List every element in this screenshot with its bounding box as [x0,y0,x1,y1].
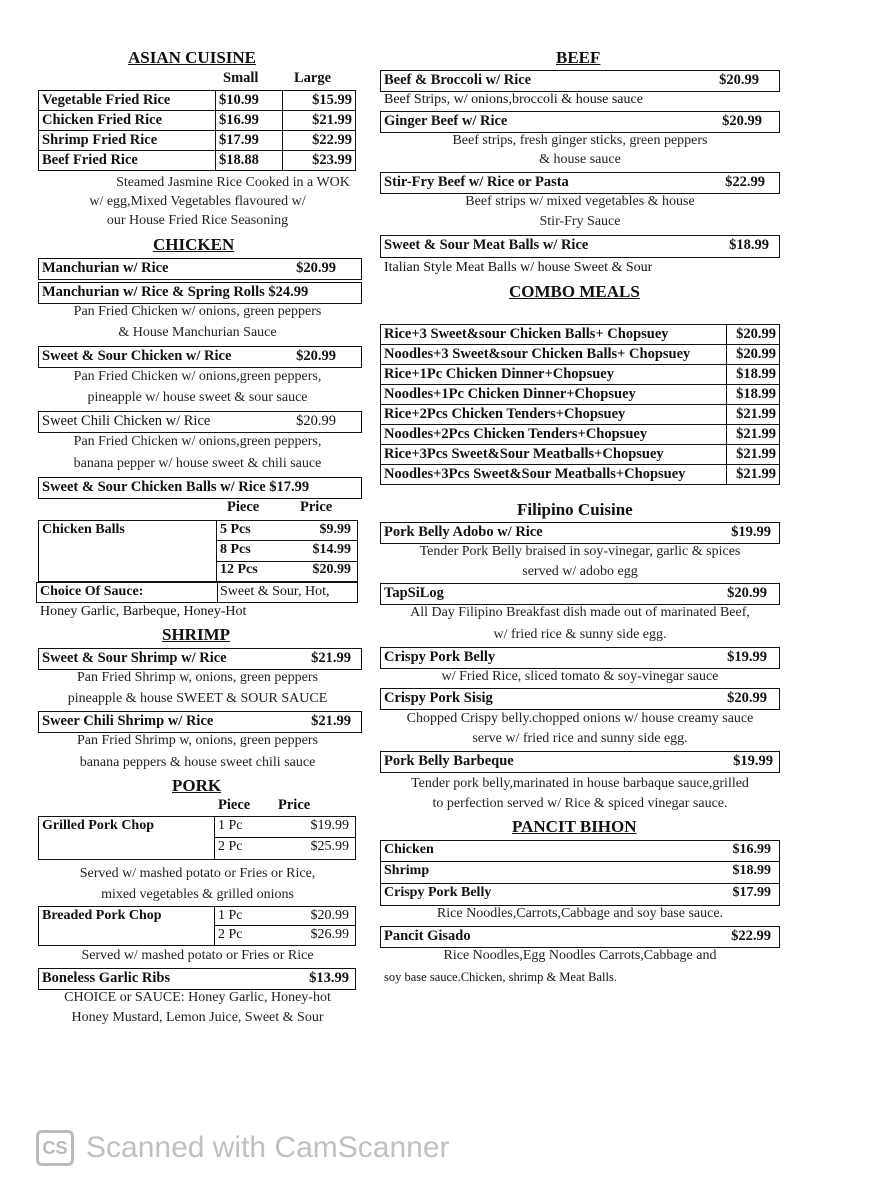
asian-desc-1: Steamed Jasmine Rice Cooked in a WOK [116,175,350,190]
item-name: Manchurian w/ Rice & Spring Rolls $24.99 [42,284,309,300]
chicken-balls-rice-item [38,477,362,499]
chicken-balls-col-price: Price [300,499,333,515]
item-name: Pork Belly Barbeque [384,753,514,769]
table-row [381,465,780,485]
combo-price: $18.99 [727,365,780,385]
large-price: $21.99 [283,111,356,131]
table-row [214,838,356,860]
breaded-pork-chop-cell [38,906,214,946]
pancit-bihon-heading: PANCIT BIHON [512,817,637,836]
table-row [39,151,356,171]
price: $25.99 [310,839,349,854]
item-name: Pancit Gisado [384,928,471,944]
item-name: Breaded Pork Chop [42,908,162,923]
item-price: $20.99 [722,113,762,129]
grilled-pork-chop-cell [38,816,214,860]
combo-price: $18.99 [727,385,780,405]
pork-belly-adobo-item [380,522,780,544]
price: $14.99 [312,542,351,557]
price: $20.99 [310,908,349,923]
table-row [381,385,780,405]
item-name: Crispy Pork Sisig [384,690,493,706]
item-name: Manchurian w/ Rice [42,260,169,276]
camscanner-logo-icon: CS [36,1130,74,1166]
item-name: Pork Belly Adobo w/ Rice [384,524,543,540]
item-name: Sweet Chili Chicken w/ Rice [42,413,211,429]
asian-fried-rice-table [38,90,356,171]
combo-price: $21.99 [727,445,780,465]
piece: 8 Pcs [220,542,251,557]
grilled-desc-1: Served w/ mashed potato or Fries or Rice, [79,866,316,881]
item-price: $19.99 [733,753,773,769]
camscanner-watermark [36,1128,450,1168]
item-name: Stir-Fry Beef w/ Rice or Pasta [384,174,569,190]
item-price: $19.99 [731,524,771,540]
table-row [380,840,780,862]
item-name: Boneless Garlic Ribs [42,970,171,986]
ribs-desc-1: CHOICE or SAUCE: Honey Garlic, Honey-hot [64,990,331,1005]
combo-price: $21.99 [727,405,780,425]
item-price: $22.99 [731,928,771,944]
small-price: $10.99 [216,91,283,111]
item-price: $18.99 [729,237,769,253]
item-name: Sweer Chili Shrimp w/ Rice [42,713,214,729]
item-name: Ginger Beef w/ Rice [384,113,508,129]
sweet-chili-chicken-desc-2: banana pepper w/ house sweet & chili sauce [73,456,322,471]
chili-shrimp-desc-2: banana peppers & house sweet chili sauce [79,755,316,770]
ginger-beef-desc-1: Beef strips, fresh ginger sticks, green peppers [452,133,708,148]
ginger-beef-desc-2: & house sauce [539,152,621,167]
ribs-desc-2: Honey Mustard, Lemon Juice, Sweet & Sour [71,1010,324,1025]
gisado-desc-2: soy base sauce.Chicken, shrimp & Meat Balls. [384,970,617,984]
beef-broccoli-desc: Beef Strips, w/ onions,broccoli & house sauce [384,92,643,107]
item-name: Sweet & Sour Shrimp w/ Rice [42,650,227,666]
piece: 1 Pc [218,818,243,833]
asian-col-small: Small [223,70,259,86]
combo-price: $21.99 [727,425,780,445]
large-price: $22.99 [283,131,356,151]
combo-name: Noodles+3 Sweet&sour Chicken Balls+ Chopsuey [381,345,727,365]
table-row [39,111,356,131]
table-row [214,906,356,926]
piece: 12 Pcs [220,562,258,577]
asian-desc-2: w/ egg,Mixed Vegetables flavoured w/ [89,194,306,209]
pork-col-price: Price [278,797,311,813]
pork-belly-barbeque-item [380,751,780,773]
sweet-sour-chicken-desc-2: pineapple w/ house sweet & sour sauce [87,390,308,405]
item-price: $13.99 [309,970,349,986]
table-row [216,541,358,562]
piece: 1 Pc [218,908,243,923]
stir-fry-desc-1: Beef strips w/ mixed vegetables & house [465,194,695,209]
combo-name: Noodles+2Pcs Chicken Tenders+Chopsuey [381,425,727,445]
piece: 2 Pc [218,839,243,854]
table-row [380,884,780,906]
combo-meals-table [380,324,780,485]
sisig-desc-2: serve w/ fried rice and sunny side egg. [472,731,688,746]
sauce-list-1: Sweet & Sour, Hot, [220,584,330,599]
chicken-balls-col-piece: Piece [227,499,260,515]
item-price: $20.99 [727,690,767,706]
small-price: $18.88 [216,151,283,171]
gisado-desc-1: Rice Noodles,Egg Noodles Carrots,Cabbage and [443,948,717,963]
item-name: Beef & Broccoli w/ Rice [384,72,532,88]
table-row [214,926,356,946]
manchurian-item [38,258,362,280]
table-row [380,862,780,884]
sweet-sour-shrimp-item [38,648,362,670]
adobo-desc-2: served w/ adobo egg [522,564,638,579]
manchurian-spring-rolls-item [38,282,362,304]
combo-name: Noodles+3Pcs Sweet&Sour Meatballs+Chopsuey [381,465,727,485]
item-name: Vegetable Fried Rice [39,91,216,111]
combo-name: Noodles+1Pc Chicken Dinner+Chopsuey [381,385,727,405]
piece: 2 Pc [218,927,243,942]
asian-desc-3: our House Fried Rice Seasoning [106,213,289,228]
small-price: $16.99 [216,111,283,131]
item-name: Chicken Fried Rice [39,111,216,131]
bbq-desc-2: to perfection served w/ Rice & spiced vinegar sauce. [432,796,728,811]
item-price: $20.99 [719,72,759,88]
price: $9.99 [319,522,351,537]
item-name: Chicken [384,842,434,857]
chicken-heading: CHICKEN [153,235,235,254]
camscanner-text: Scanned with CamScanner [86,1131,450,1164]
item-name: Grilled Pork Chop [42,818,155,833]
tapsilog-item [380,583,780,605]
sisig-desc-1: Chopped Crispy belly.chopped onions w/ house creamy sauce [406,711,754,726]
item-name: Shrimp Fried Rice [39,131,216,151]
asian-col-large: Large [294,70,332,86]
table-row [214,816,356,838]
sauce-list-2: Honey Garlic, Barbeque, Honey-Hot [40,604,247,619]
sweet-sour-shrimp-desc-2: pineapple & house SWEET & SOUR SAUCE [67,691,328,706]
item-name: Shrimp [384,863,430,878]
item-price: $19.99 [727,649,767,665]
item-price: $21.99 [311,650,351,666]
sauce-list-cell [218,582,358,603]
sauce-label: Choice Of Sauce: [40,584,144,599]
meat-balls-desc: Italian Style Meat Balls w/ house Sweet & Sour [384,260,653,275]
item-price: $17.99 [732,885,771,900]
grilled-desc-2: mixed vegetables & grilled onions [101,887,294,902]
beef-heading: BEEF [556,48,601,67]
chicken-balls-label-cell [38,520,216,582]
small-price: $17.99 [216,131,283,151]
table-row [381,405,780,425]
crispy-pork-sisig-item [380,688,780,710]
crispy-desc: w/ Fried Rice, sliced tomato & soy-vinegar sauce [441,669,719,684]
combo-price: $20.99 [727,345,780,365]
bbq-desc-1: Tender pork belly,marinated in house barbaque sauce,grilled [411,776,749,791]
table-row [39,91,356,111]
item-name: TapSiLog [384,585,444,601]
combo-name: Rice+3Pcs Sweet&Sour Meatballs+Chopsuey [381,445,727,465]
table-row [216,561,358,582]
sweet-sour-chicken-item [38,346,362,368]
chili-shrimp-item [38,711,362,733]
pork-heading: PORK [172,776,222,795]
stir-fry-beef-item [380,172,780,194]
price: $20.99 [312,562,351,577]
stir-fry-desc-2: Stir-Fry Sauce [539,214,621,229]
sweet-chili-chicken-item [38,411,362,433]
table-row [216,520,358,541]
combo-name: Rice+3 Sweet&sour Chicken Balls+ Chopsuey [381,325,727,345]
ginger-beef-item [380,111,780,133]
table-row [381,425,780,445]
item-price: $20.99 [727,585,767,601]
item-price: $22.99 [725,174,765,190]
combo-price: $20.99 [727,325,780,345]
item-price: $16.99 [732,842,771,857]
sweet-sour-shrimp-desc-1: Pan Fried Shrimp w, onions, green peppers [77,670,318,685]
manchurian-desc-2: & House Manchurian Sauce [118,325,277,340]
item-name: Sweet & Sour Meat Balls w/ Rice [384,237,589,253]
large-price: $23.99 [283,151,356,171]
item-name: Chicken Balls [42,522,125,537]
boneless-garlic-ribs-item [38,968,356,990]
item-name: Sweet & Sour Chicken Balls w/ Rice $17.99 [42,479,310,495]
manchurian-desc-1: Pan Fried Chicken w/ onions, green peppers [73,304,322,319]
combo-name: Rice+2Pcs Chicken Tenders+Chopsuey [381,405,727,425]
item-price: $18.99 [732,863,771,878]
breaded-desc: Served w/ mashed potato or Fries or Rice [81,948,314,963]
price: $26.99 [310,927,349,942]
shrimp-heading: SHRIMP [162,625,230,644]
pork-col-piece: Piece [218,797,251,813]
table-row [381,325,780,345]
pancit-gisado-item [380,926,780,948]
tapsilog-desc-2: w/ fried rice & sunny side egg. [493,627,667,642]
table-row [381,445,780,465]
item-price: $20.99 [296,260,336,276]
combo-meals-heading: COMBO MEALS [509,282,640,301]
combo-price: $21.99 [727,465,780,485]
table-row [381,365,780,385]
large-price: $15.99 [283,91,356,111]
price: $19.99 [310,818,349,833]
filipino-cuisine-heading: Filipino Cuisine [517,500,633,519]
item-name: Crispy Pork Belly [384,649,496,665]
combo-name: Rice+1Pc Chicken Dinner+Chopsuey [381,365,727,385]
asian-cuisine-heading: ASIAN CUISINE [128,48,257,67]
chili-shrimp-desc-1: Pan Fried Shrimp w, onions, green peppers [77,733,318,748]
adobo-desc-1: Tender Pork Belly braised in soy-vinegar, garlic & spices [419,544,741,559]
tapsilog-desc-1: All Day Filipino Breakfast dish made out of marinated Beef, [410,605,750,620]
table-row [39,131,356,151]
pancit-bihon-desc: Rice Noodles,Carrots,Cabbage and soy base sauce. [436,906,724,921]
sauce-label-cell [36,582,218,603]
item-name: Beef Fried Rice [39,151,216,171]
item-price: $21.99 [311,713,351,729]
sweet-chili-chicken-desc-1: Pan Fried Chicken w/ onions,green peppers, [73,434,322,449]
beef-broccoli-item [380,70,780,92]
table-row [381,345,780,365]
item-name: Crispy Pork Belly [384,885,492,900]
item-price: $20.99 [296,348,336,364]
crispy-pork-belly-item [380,647,780,669]
piece: 5 Pcs [220,522,251,537]
sweet-sour-chicken-desc-1: Pan Fried Chicken w/ onions,green peppers, [73,369,322,384]
item-price: $20.99 [296,413,336,429]
item-name: Sweet & Sour Chicken w/ Rice [42,348,232,364]
meat-balls-item [380,235,780,258]
